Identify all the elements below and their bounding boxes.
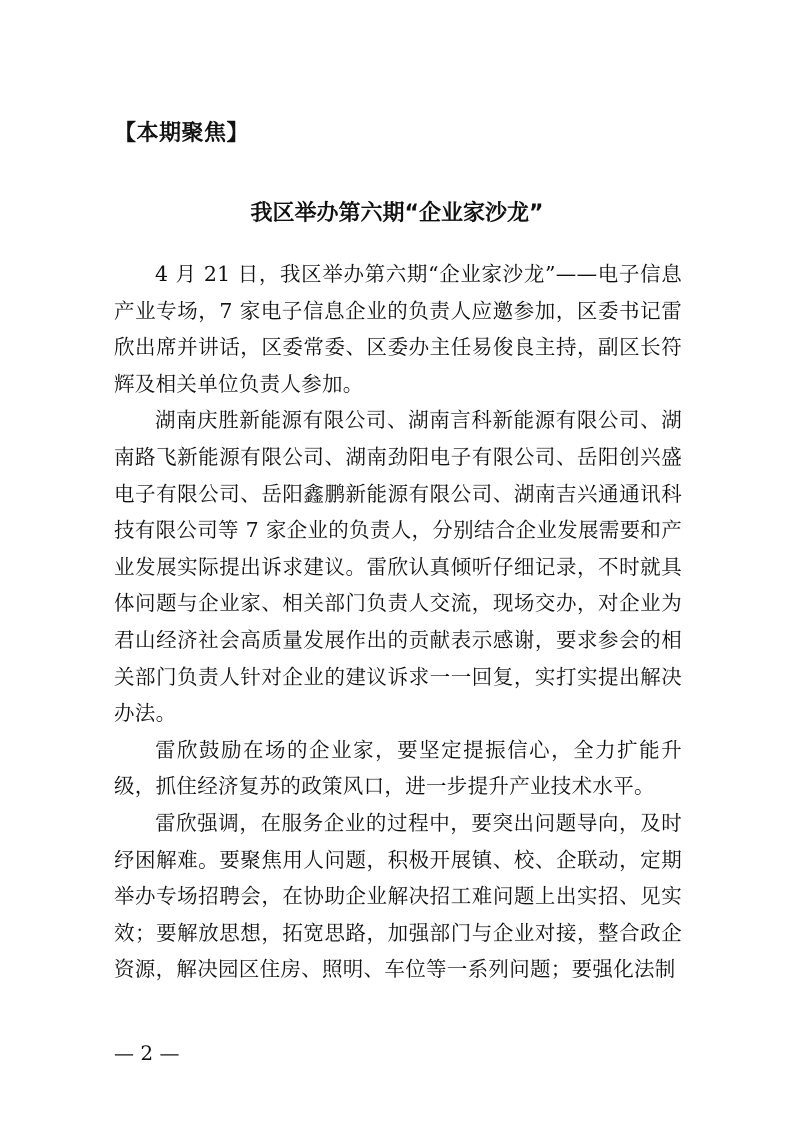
paragraph: 雷欣鼓励在场的企业家，要坚定提振信心，全力扩能升级，抓住经济复苏的政策风口，进一步提升产业技术水平。 [114,737,682,799]
page-number: — 2 — [114,1041,180,1065]
paragraph: 湖南庆胜新能源有限公司、湖南言科新能源有限公司、湖南路飞新能源有限公司、湖南劲阳电子有限公司、岳阳创兴盛电子有限公司、岳阳鑫鹏新能源有限公司、湖南吉兴通通讯科技有限公司等 7 家企业的负责人，分别结合企业发展需要和产业发展实际提出诉求建议。雷欣认真倾听仔细记录，不时就具体问题与企业家、相关部门负责人交流，现场交办，对企业为君山经济社会高质量发展作出的贡献表示感谢，要求参会的相关部门负责人针对企业的建议诉求一一回复，实打实提出解决办法。 [114,408,682,726]
article-body [114,256,682,988]
page-title: 我区举办第六期“企业家沙龙” [250,201,544,226]
paragraph: 雷欣强调，在服务企业的过程中，要突出问题导向，及时纾困解难。要聚焦用人问题，积极开展镇、校、企联动，定期举办专场招聘会，在协助企业解决招工难问题上出实招、见实效；要解放思想，拓宽思路，加强部门与企业对接，整合政企资源，解决园区住房、照明、车位等一系列问题；要强化法制 [114,810,682,982]
section-tag: 【本期聚焦】 [114,121,250,146]
paragraph: 4 月 21 日，我区举办第六期“企业家沙龙”——电子信息产业专场，7 家电子信息企业的负责人应邀参加，区委书记雷欣出席并讲话，区委常委、区委办主任易俊良主持，副区长符辉及相关单位负责人参加。 [114,262,682,396]
